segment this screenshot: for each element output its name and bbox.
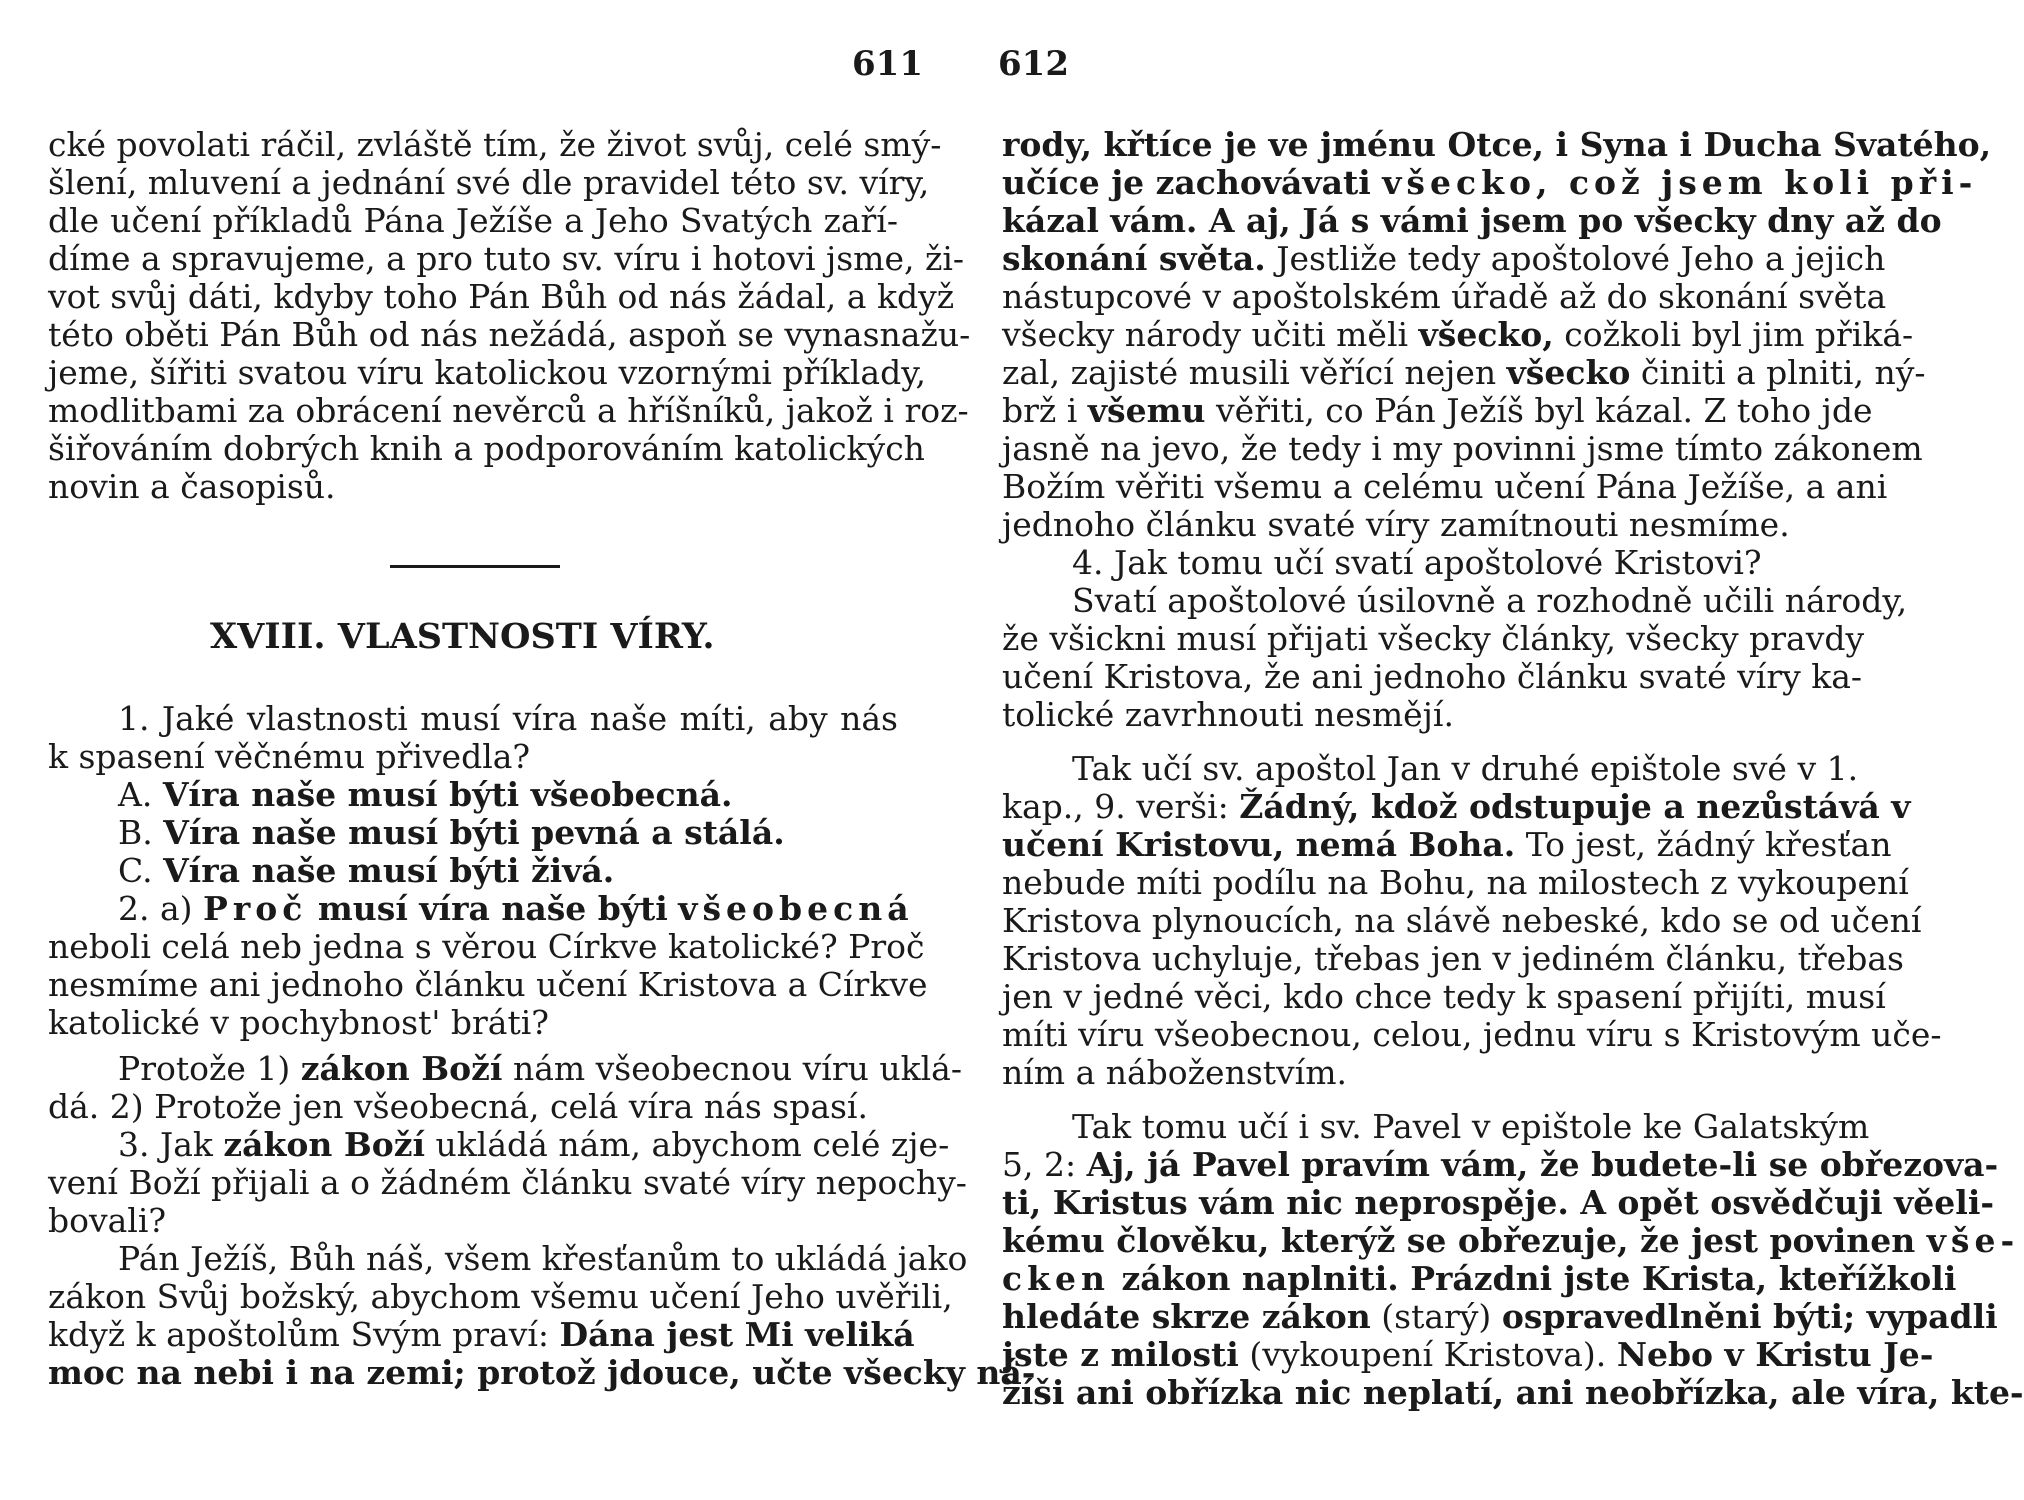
text-part: To jest, žádný křesťan <box>1525 825 1892 864</box>
text-line: ním a náboženstvím. <box>1002 1053 1348 1092</box>
text-part: činiti a plniti, ný- <box>1640 353 1926 392</box>
answer-letter: C. <box>118 851 153 890</box>
question-2 <box>48 889 928 1042</box>
text-line: novin a časopisů. <box>48 467 336 506</box>
text-bold: Dána jest Mi veliká <box>559 1315 915 1354</box>
answer-list <box>48 776 898 890</box>
text-bold: kému člověku, kterýž se obřezuje, že jest povinen <box>1002 1221 1916 1260</box>
text-line: vení Boží přijali a o žádném článku svaté víry nepochy- <box>48 1163 967 1202</box>
text-line: učení Kristova, že ani jednoho článku svaté víry ka- <box>1002 657 1863 696</box>
text-line <box>1002 787 1911 826</box>
section-heading: XVIII. VLASTNOSTI VÍRY. <box>210 616 715 657</box>
text-line: nástupcové v apoštolském úřadě až do skonání světa <box>1002 277 1887 316</box>
text-part: (starý) <box>1381 1297 1492 1336</box>
text-bold: jste z milosti <box>1002 1335 1239 1374</box>
text-line: 4. Jak tomu učí svatí apoštolové Kristovi? <box>1072 543 1762 582</box>
text-part: brž i <box>1002 391 1078 430</box>
right-paragraph-3 <box>1002 749 1942 1092</box>
text-part: zal, zajisté musili věřící nejen <box>1002 353 1497 392</box>
question-4 <box>1002 544 1852 582</box>
text-line <box>1002 1297 1998 1336</box>
left-column-lower <box>48 699 1036 1392</box>
right-paragraph-4 <box>1002 1107 2024 1412</box>
text-bold: hledáte skrze zákon <box>1002 1297 1371 1336</box>
text-bold: všecko <box>1506 353 1631 392</box>
text-spaced: vše- <box>1926 1221 2020 1260</box>
text-line <box>1002 315 1914 354</box>
text-line: Tak tomu učí i sv. Pavel v epištole ke Galatským <box>1072 1107 1870 1146</box>
text-line <box>1002 1145 1999 1184</box>
intro-paragraph <box>48 125 971 506</box>
text-line: ti, Kristus vám nic neprospěje. A opět osvědčuji věeli- <box>1002 1183 1995 1222</box>
answer-2 <box>48 1049 962 1126</box>
text-line: šiřováním dobrých knih a podporováním katolických <box>48 429 925 468</box>
text-line <box>1002 1335 1934 1374</box>
text-bold: Žádný, kdož odstupuje a nezůstává v <box>1239 787 1911 826</box>
text-part: Jestliže tedy apoštolové Jeho a jejich <box>1276 239 1886 278</box>
text-line: dá. 2) Protože jen všeobecná, celá víra nás spasí. <box>48 1087 868 1126</box>
answer-a <box>48 776 898 814</box>
text-line: rody, křtíce je ve jménu Otce, i Syna i Ducha Svatého, <box>1002 125 1992 164</box>
text-bold: zákon Boží <box>300 1049 503 1088</box>
text-bold: Aj, já Pavel pravím vám, že budete-li se obřezova- <box>1086 1145 1999 1184</box>
text-line <box>48 1315 915 1354</box>
q2-bold-1: Proč <box>203 889 308 928</box>
text-line <box>1002 1259 1957 1298</box>
text-part: když k apoštolům Svým praví: <box>48 1315 550 1354</box>
text-bold: Nebo v Kristu Je- <box>1616 1335 1934 1374</box>
text-line: Tak učí sv. apoštol Jan v druhé epištole své v 1. <box>1072 749 1859 788</box>
text-line: nebude míti podílu na Bohu, na milostech z vykoupení <box>1002 863 1909 902</box>
text-bold: učení Kristovu, nemá Boha. <box>1002 825 1516 864</box>
text-line: bovali? <box>48 1201 167 1240</box>
text-part: (vykoupení Kristova). <box>1249 1335 1607 1374</box>
text-spaced: všecko, což jsem koli při- <box>1382 163 1978 202</box>
answer-c <box>48 852 898 890</box>
text-spaced: cken <box>1002 1259 1110 1298</box>
text-line: Kristova uchyluje, třebas jen v jediném článku, třebas <box>1002 939 1904 978</box>
text-part: věřiti, co Pán Ježíš byl kázal. Z toho jde <box>1216 391 1873 430</box>
answer-3 <box>48 1239 1036 1392</box>
text-line <box>1002 825 1892 864</box>
text-part: nám všeobecnou víru uklá- <box>512 1049 962 1088</box>
text-part: všecky národy učiti měli <box>1002 315 1409 354</box>
text-line: Kristova plynoucích, na slávě nebeské, kdo se od učení <box>1002 901 1922 940</box>
answer-b <box>48 814 898 852</box>
text-line: Svatí apoštolové úsilovně a rozhodně učili národy, <box>1072 581 1908 620</box>
text-line: moc na nebi i na zemi; protož jdouce, učte všecky ná- <box>48 1353 1036 1392</box>
text-line <box>1002 239 1886 278</box>
answer-4 <box>1002 581 1908 734</box>
right-column <box>1002 125 2024 1412</box>
text-bold: zákon Boží <box>223 1125 426 1164</box>
text-bold: všemu <box>1087 391 1206 430</box>
right-paragraph-1 <box>1002 125 1992 544</box>
text-line <box>1002 353 1926 392</box>
text-line: kázal vám. A aj, Já s vámi jsem po všecky dny až do <box>1002 201 1942 240</box>
text-line <box>1002 1221 2020 1260</box>
text-line: zákon Svůj božský, abychom všemu učení Jeho uvěřili, <box>48 1277 953 1316</box>
text-line: této oběti Pán Bůh od nás nežádá, aspoň se vynasnažu- <box>48 315 971 354</box>
text-line <box>48 889 914 928</box>
text-part: 5, 2: <box>1002 1145 1077 1184</box>
text-line: vot svůj dáti, kdyby toho Pán Bůh od nás žádal, a když <box>48 277 955 316</box>
answer-letter: B. <box>118 813 153 852</box>
text-line: tolické zavrhnouti nesmějí. <box>1002 695 1454 734</box>
text-bold: skonání světa. <box>1002 239 1266 278</box>
question-3 <box>48 1125 967 1240</box>
text-line: k spasení věčnému přivedla? <box>48 737 531 776</box>
text-line: Božím věřiti všemu a celému učení Pána Ježíše, a ani <box>1002 467 1888 506</box>
text-line: dle učení příkladů Pána Ježíše a Jeho Svatých zaří- <box>48 201 898 240</box>
text-part: ukládá nám, abychom celé zje- <box>435 1125 950 1164</box>
text-line: jednoho článku svaté víry zamítnouti nesmíme. <box>1002 505 1790 544</box>
text-line <box>48 1125 950 1164</box>
text-bold: zákon naplniti. Prázdni jste Krista, kteřížkoli <box>1121 1259 1957 1298</box>
text-line <box>48 1049 962 1088</box>
text-line: jen v jedné věci, kdo chce tedy k spasení přijíti, musí <box>1002 977 1886 1016</box>
text-line: 1. Jaké vlastnosti musí víra naše míti, aby nás <box>118 699 898 738</box>
page-number-left: 611 <box>852 44 923 84</box>
answer-letter: A. <box>118 775 153 814</box>
q2-bold-2: musí víra naše býti <box>317 889 668 928</box>
text-line: nesmíme ani jednoho článku učení Kristova a Církve <box>48 965 928 1004</box>
text-line: modlitbami za obrácení nevěrců a hříšníků, jakož i roz- <box>48 391 969 430</box>
text-bold: všecko, <box>1418 315 1554 354</box>
text-bold: ospravedlněni býti; vypadli <box>1501 1297 1998 1336</box>
text-line <box>1002 163 1978 202</box>
text-line: míti víru všeobecnou, celou, jednu víru s Kristovým uče- <box>1002 1015 1942 1054</box>
answer-text: Víra naše musí býti pevná a stálá. <box>163 813 785 852</box>
text-part: cožkoli byl jim přiká- <box>1564 315 1914 354</box>
text-part: Protože 1) <box>118 1049 291 1088</box>
text-line: neboli celá neb jedna s věrou Církve katolické? Proč <box>48 927 925 966</box>
text-line: že všickni musí přijati všecky články, všecky pravdy <box>1002 619 1865 658</box>
text-line: Pán Ježíš, Bůh náš, všem křesťanům to ukládá jako <box>118 1239 968 1278</box>
text-bold: učíce je zachovávati <box>1002 163 1371 202</box>
text-line: žíši ani obřízka nic neplatí, ani neobřízka, ale víra, kte- <box>1002 1373 2024 1412</box>
left-column <box>48 125 971 506</box>
text-line: jeme, šířiti svatou víru katolickou vzornými příklady, <box>48 353 926 392</box>
answer-text: Víra naše musí býti všeobecná. <box>162 775 733 814</box>
text-part: 3. Jak <box>118 1125 213 1164</box>
q2-number: 2. a) <box>118 889 193 928</box>
page-number-right: 612 <box>998 44 1069 84</box>
text-line <box>1002 391 1873 430</box>
text-part: kap., 9. verši: <box>1002 787 1229 826</box>
text-line: katolické v pochybnost' bráti? <box>48 1003 549 1042</box>
text-line: cké povolati ráčil, zvláště tím, že život svůj, celé smý- <box>48 125 942 164</box>
section-divider <box>390 565 560 568</box>
text-line: šlení, mluvení a jednání své dle pravidel této sv. víry, <box>48 163 930 202</box>
text-line: jasně na jevo, že tedy i my povinni jsme tímto zákonem <box>1002 429 1923 468</box>
question-1 <box>48 700 898 776</box>
text-line: díme a spravujeme, a pro tuto sv. víru i hotovi jsme, ži- <box>48 239 965 278</box>
answer-text: Víra naše musí býti živá. <box>163 851 615 890</box>
q2-bold-3: všeobecná <box>678 889 914 928</box>
